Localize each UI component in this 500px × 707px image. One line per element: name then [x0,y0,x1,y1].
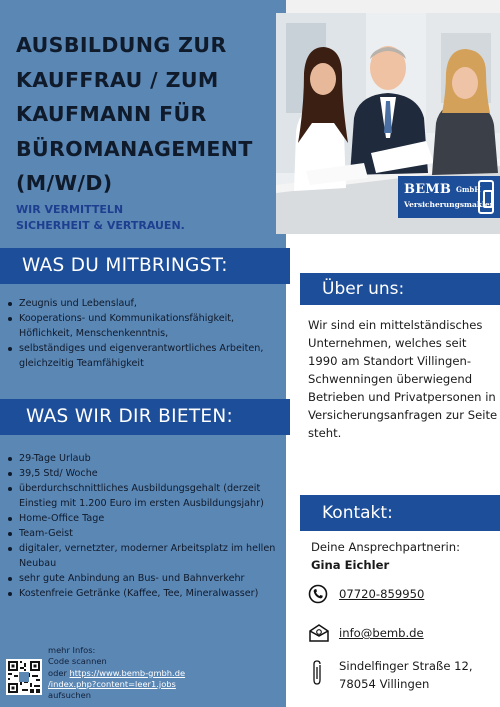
paperclip-icon [308,659,328,679]
contact-label: Deine Ansprechpartnerin: [311,540,460,554]
list-item: Home-Office Tage [6,511,284,526]
address-street: Sindelfinger Straße 12, [339,659,473,673]
logo-suffix: GmbH [456,185,481,194]
phone-row [308,584,424,604]
address-row [308,657,473,693]
benefits-list [6,451,284,601]
mail-icon [308,623,328,643]
phone-icon [308,584,328,604]
about-heading: Über uns: [300,273,500,305]
about-text: Wir sind ein mittelständisches Unternehmen, welches seit 1990 am Standort Villingen-Schwenningen überwiegend Betrieben und Privatpersonen in Versicherungsanfragen zur Seite steht. [308,318,498,440]
list-item: Kooperations- und Kommunikationsfähigkeit, Höflichkeit, Menschenkenntnis, [6,311,284,341]
logo-subtitle: Versicherungsmakler [404,200,494,209]
list-item: Kostenfreie Getränke (Kaffee, Tee, Mineralwasser) [6,586,284,601]
list-item: digitaler, vernetzter, moderner Arbeitsplatz im hellen Neubau [6,541,284,571]
logo-mark-icon [478,180,494,214]
address-city: 78054 Villingen [339,677,430,691]
address [339,657,473,693]
tagline [16,202,281,234]
email-link[interactable]: info@bemb.de [339,626,424,640]
contact-heading: Kontakt: [300,495,500,531]
more-info-scan: Code scannen [48,656,107,667]
qr-code-icon[interactable] [6,659,42,695]
list-item: 29-Tage Urlaub [6,451,284,466]
tagline-line-2: SICHERHEIT & VERTRAUEN. [16,219,185,232]
company-logo [398,176,500,218]
more-info [48,645,284,701]
list-item: selbständiges und eigenverantwortliches Arbeiten, gleichzeitig Teamfähigkeit [6,341,284,371]
list-item: 39,5 Std/ Woche [6,466,284,481]
requirements-list [6,296,284,371]
page-title: AUSBILDUNG ZUR KAUFFRAU / ZUM KAUFMANN FÜR BÜROMANAGEMENT (M/W/D) [16,33,253,195]
contact-name: Gina Eichler [311,558,390,572]
phone-link[interactable]: 07720-859950 [339,587,425,601]
jobs-url-link-2[interactable]: /index.php?content=leer1.jobs [48,678,176,689]
list-item: Team-Geist [6,526,284,541]
more-info-suffix: aufsuchen [48,690,92,701]
jobs-url-link-1[interactable]: https://www.bemb-gmbh.de [69,667,186,678]
list-item: überdurchschnittliches Ausbildungsgehalt (derzeit Einstieg mit 1.200 Euro im ersten Ausbildungsjahr) [6,481,284,511]
email-row [308,623,424,643]
tagline-line-1: WIR VERMITTELN [16,203,124,216]
list-item: Zeugnis und Lebenslauf, [6,296,284,311]
more-info-prefix: oder [48,667,67,678]
list-item: sehr gute Anbindung an Bus- und Bahnverkehr [6,571,284,586]
more-info-label: mehr Infos: [48,645,96,655]
benefits-heading: WAS WIR DIR BIETEN: [0,399,290,435]
logo-name: BEMB [404,182,452,197]
requirements-heading: WAS DU MITBRINGST: [0,248,290,284]
